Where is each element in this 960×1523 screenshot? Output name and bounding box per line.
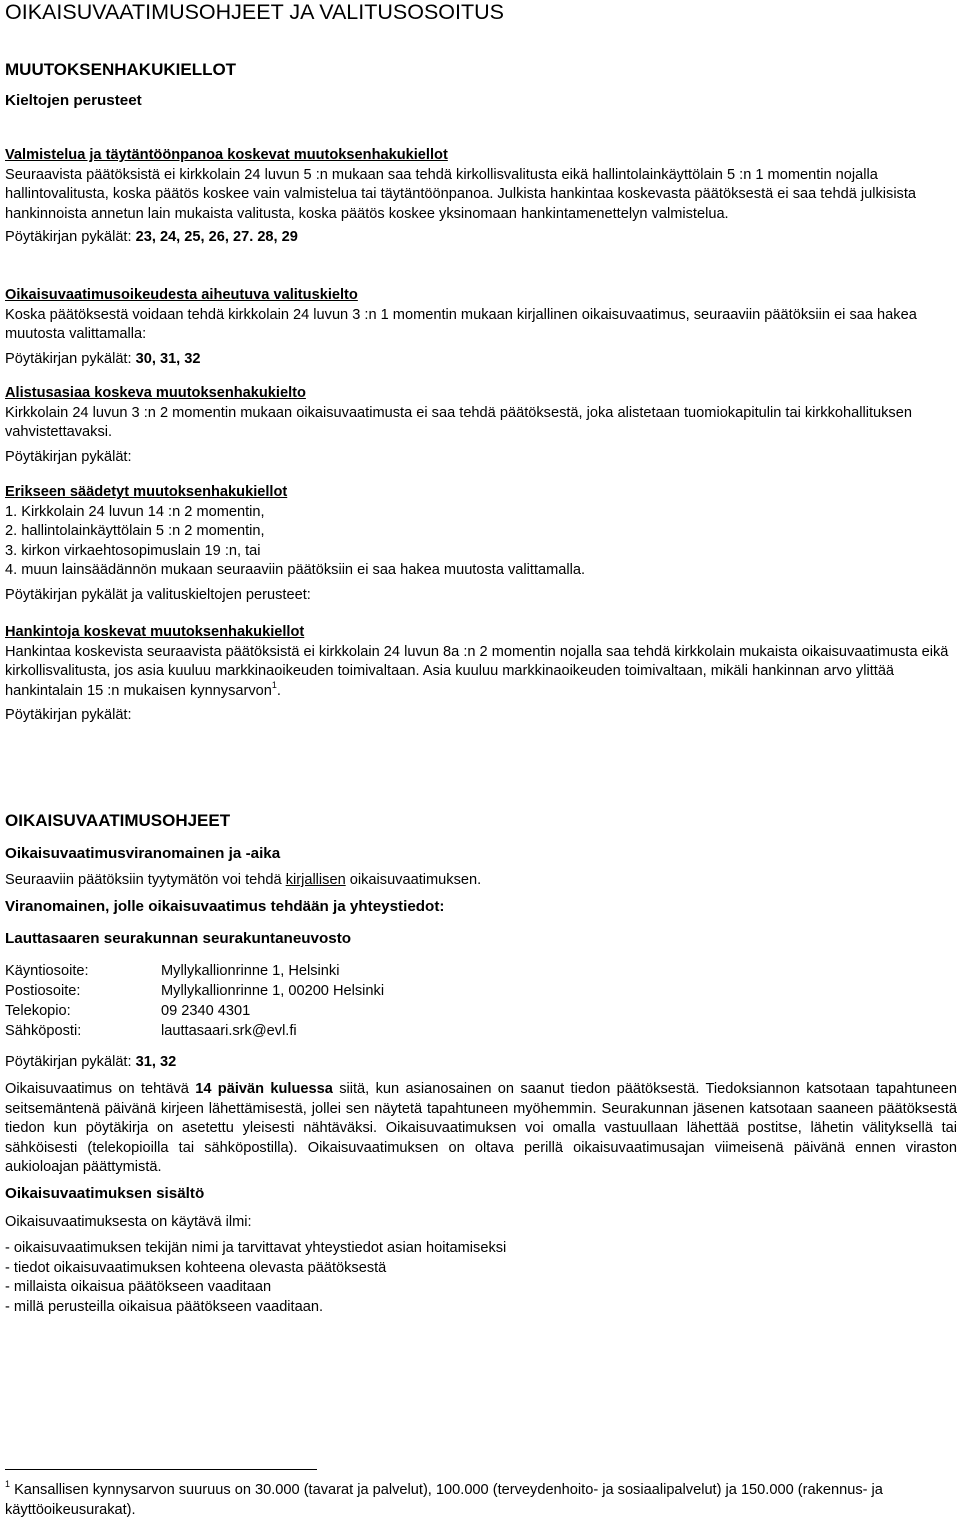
email-address: lauttasaari.srk@evl.fi — [161, 1023, 297, 1039]
organization-name: Lauttasaaren seurakunnan seurakuntaneuvosto — [5, 930, 352, 947]
minutes-label: Pöytäkirjan pykälät: — [5, 229, 132, 245]
subheading-grounds: Kieltojen perusteet — [5, 92, 142, 109]
section-body: Hankintaa koskevista seuraavista päätöksistä ei kirkkolain 24 luvun 8a :n 2 momentin nojalla saa tehdä kirkkolain mukaista oikaisuvaatimusta eikä kirkollisvalitusta, jos asia kuuluu markkinaoikeuden toimivaltaan. Asia kuuluu markkinaoikeuden toimivaltaan, mikäli hankinnan arvo ylittää hankintalain 15 :n mukaisen kynnysarvon$^1$. — [5, 643, 949, 699]
list-item: - millä perusteilla oikaisua päätökseen vaaditaan. — [5, 1298, 324, 1315]
section-title: Hankintoja koskevat muutoksenhakukiellot — [5, 624, 305, 640]
minutes-sections — [5, 350, 957, 370]
minutes-sections — [5, 1053, 957, 1073]
section-title: Valmistelua ja täytäntöönpanoa koskevat muutoksenhakukiellot — [5, 147, 448, 163]
section-title: Alistusasiaa koskeva muutoksenhakukielto — [5, 385, 306, 401]
minutes-label: Pöytäkirjan pykälät: — [5, 350, 132, 367]
footnote-reference: 1 — [271, 679, 277, 690]
content-intro: Oikaisuvaatimuksesta on käytävä ilmi: — [5, 1214, 252, 1230]
footnote — [5, 1481, 957, 1520]
authority-text: Seuraaviin päätöksiin tyytymätön voi tehdä kirjallisen oikaisuvaatimuksen. — [5, 872, 482, 888]
list-item: 3. kirkon virkaehtosopimuslain 19 :n, tai — [5, 542, 261, 559]
minutes-sections — [5, 228, 957, 248]
section-heading-instructions: OIKAISUVAATIMUSOHJEET — [5, 811, 231, 830]
list-item: - oikaisuvaatimuksen tekijän nimi ja tarvittavat yhteystiedot asian hoitamiseksi — [5, 1240, 507, 1256]
section-appeal-right-ban — [5, 286, 957, 369]
authority-heading: Oikaisuvaatimusviranomainen ja -aika — [5, 845, 281, 862]
list-item: - millaista oikaisua päätökseen vaaditaan — [5, 1279, 272, 1295]
section-body: Seuraavista päätöksistä ei kirkkolain 24 luvun 5 :n mukaan saa tehdä kirkollisvalitusta eikä hallintolainkäyttölain 5 :n 1 momentin nojalla hallintovalitusta, koska päätös koskee vain valmistelua tai täytäntöönpanoa. Julkista hankintaa koskevasta päätöksestä ei saa tehdä julkisista hankinnoista annetun lain mukaista valitusta, koska päätös koskee yksinomaan hankintamenettelyn valmistelua. — [5, 166, 917, 222]
section-procurement-bans — [5, 623, 957, 726]
minutes-label: Pöytäkirjan pykälät ja valituskieltojen perusteet: — [5, 586, 311, 603]
section-title: Oikaisuvaatimusoikeudesta aiheutuva valituskielto — [5, 287, 358, 303]
contact-row: Telekopio: 09 2340 4301 — [5, 1003, 251, 1019]
deadline-text: Oikaisuvaatimus on tehtävä 14 päivän kuluessa siitä, kun asianosainen on saanut tiedon päätöksestä. Tiedoksiannon katsotaan tapahtuneen seitsemäntenä päivänä kirjeen lähettämisestä, jollei sen näytetä tapahtuneen myöhemmin. Seurakunnan jäsenen katsotaan saaneen päätöksestä tiedon kun pöytäkirja on asetettu yleisesti nähtäväksi. Oikaisuvaatimuksen voi omalla vastuullaan lähettää postitse, lähetin välityksellä tai sähköisesti (telekopioilla tai sähköpostilla). Oikaisuvaatimuksen on oltava perillä oikaisuvaatimusajan viimeisenä päivänä ennen viraston aukioloajan päättymistä. — [5, 1081, 958, 1175]
contact-heading: Viranomainen, jolle oikaisuvaatimus tehdään ja yhteystiedot: — [5, 898, 445, 915]
minutes-label: Pöytäkirjan pykälät: — [5, 448, 132, 465]
page-title: OIKAISUVAATIMUSOHJEET JA VALITUSOSOITUS — [5, 0, 504, 24]
footnote-mark: 1 — [5, 1479, 11, 1490]
footnote-separator — [5, 1469, 317, 1470]
minutes-label: Pöytäkirjan pykälät: — [5, 707, 132, 723]
list-item: 4. muun lainsäädännön mukaan seuraaviin päätöksiin ei saa hakea muutosta valittamalla. — [5, 562, 586, 578]
section-body: Kirkkolain 24 luvun 3 :n 2 momentin mukaan oikaisuvaatimusta ei saa tehdä päätöksestä, joka alistetaan tuomiokapitulin tai kirkkohallituksen vahvistettavaksi. — [5, 404, 912, 440]
section-preparation — [5, 146, 957, 248]
contact-row: Sähköposti: lauttasaari.srk@evl.fi — [5, 1023, 297, 1039]
section-heading-restrictions: MUUTOKSENHAKUKIELLOT — [5, 60, 237, 79]
list-item: - tiedot oikaisuvaatimuksen kohteena olevasta päätöksestä — [5, 1259, 387, 1276]
section-title: Erikseen säädetyt muutoksenhakukiellot — [5, 484, 288, 500]
section-special-bans — [5, 483, 957, 605]
footnote-text: Kansallisen kynnysarvon suuruus on 30.000 (tavarat ja palvelut), 100.000 (terveydenhoito- ja sosiaalipalvelut) ja 150.000 (rakennus- ja käyttöoikeusurakat). — [5, 1482, 883, 1518]
content-heading: Oikaisuvaatimuksen sisältö — [5, 1185, 205, 1202]
minutes-label: Pöytäkirjan pykälät: — [5, 1054, 132, 1070]
minutes-value: 30, 31, 32 — [135, 350, 201, 367]
contact-row: Käyntiosoite: Myllykallionrinne 1, Helsinki — [5, 963, 340, 979]
list-item: 2. hallintolainkäyttölain 5 :n 2 momentin, — [5, 523, 265, 539]
contact-row: Postiosoite: Myllykallionrinne 1, 00200 Helsinki — [5, 983, 385, 999]
contact-details — [5, 961, 384, 1041]
minutes-value: 23, 24, 25, 26, 27. 28, 29 — [135, 229, 298, 245]
section-body: Koska päätöksestä voidaan tehdä kirkkolain 24 luvun 3 :n 1 momentin mukaan kirjallinen oikaisuvaatimus, seuraaviin päätöksiin ei saa hakea muutosta valittamalla: — [5, 306, 917, 342]
minutes-value: 31, 32 — [135, 1054, 177, 1070]
section-submission-ban — [5, 384, 957, 467]
list-item: 1. Kirkkolain 24 luvun 14 :n 2 momentin, — [5, 503, 265, 520]
content-list — [5, 1239, 957, 1317]
written-emphasis: kirjallisen — [285, 872, 346, 888]
